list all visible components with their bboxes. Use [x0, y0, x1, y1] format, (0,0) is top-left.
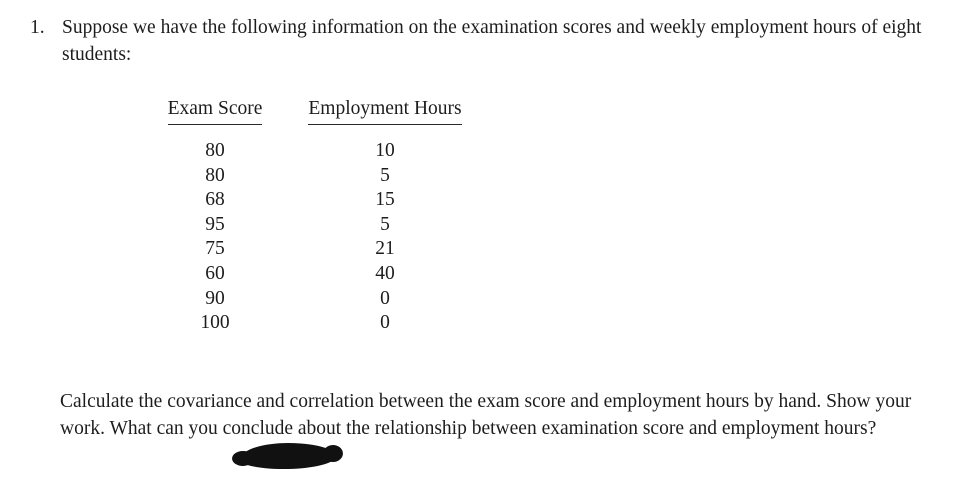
table-row: [140, 164, 480, 189]
cell-employment-hours: 21: [375, 238, 395, 260]
table-row: [140, 213, 480, 238]
table-row: [140, 262, 480, 287]
column-header-employment-hours: Employment Hours: [290, 95, 480, 131]
cell-exam-score: 75: [205, 238, 225, 260]
question-block: [30, 14, 950, 68]
cell-exam-score: 100: [200, 312, 230, 334]
question-number: 1.: [30, 17, 45, 38]
question-prompt: Suppose we have the following information on the examination scores and weekly employment hours of eight students:: [62, 17, 922, 65]
table-row: [140, 237, 480, 262]
cell-employment-hours: 0: [380, 287, 390, 309]
cell-employment-hours: 0: [380, 312, 390, 334]
data-table: [140, 95, 480, 336]
cell-exam-score: 80: [205, 164, 225, 186]
table-row: [140, 139, 480, 164]
cell-exam-score: 95: [205, 213, 225, 235]
cell-exam-score: 68: [205, 189, 225, 211]
table-row: [140, 188, 480, 213]
cell-exam-score: 80: [205, 140, 225, 161]
redaction-mark: [240, 442, 337, 470]
table-header: [140, 95, 480, 131]
cell-employment-hours: 5: [380, 164, 390, 186]
cell-exam-score: 60: [205, 262, 225, 284]
table-header-row: [140, 95, 480, 131]
closing-paragraph: Calculate the covariance and correlation between the exam score and employment hours by hand. Show your work. What can you conclude about the relationship between examination score and employment hours?: [60, 391, 912, 439]
column-header-exam-score: Exam Score: [140, 95, 290, 131]
cell-employment-hours: 10: [375, 140, 395, 161]
cell-employment-hours: 15: [375, 189, 395, 211]
table-row: [140, 287, 480, 312]
table-row: [140, 311, 480, 336]
cell-employment-hours: 40: [375, 262, 395, 284]
cell-employment-hours: 5: [380, 213, 390, 235]
table-body: [140, 131, 480, 336]
table-spacer-row: [140, 131, 480, 139]
cell-exam-score: 90: [205, 287, 225, 309]
